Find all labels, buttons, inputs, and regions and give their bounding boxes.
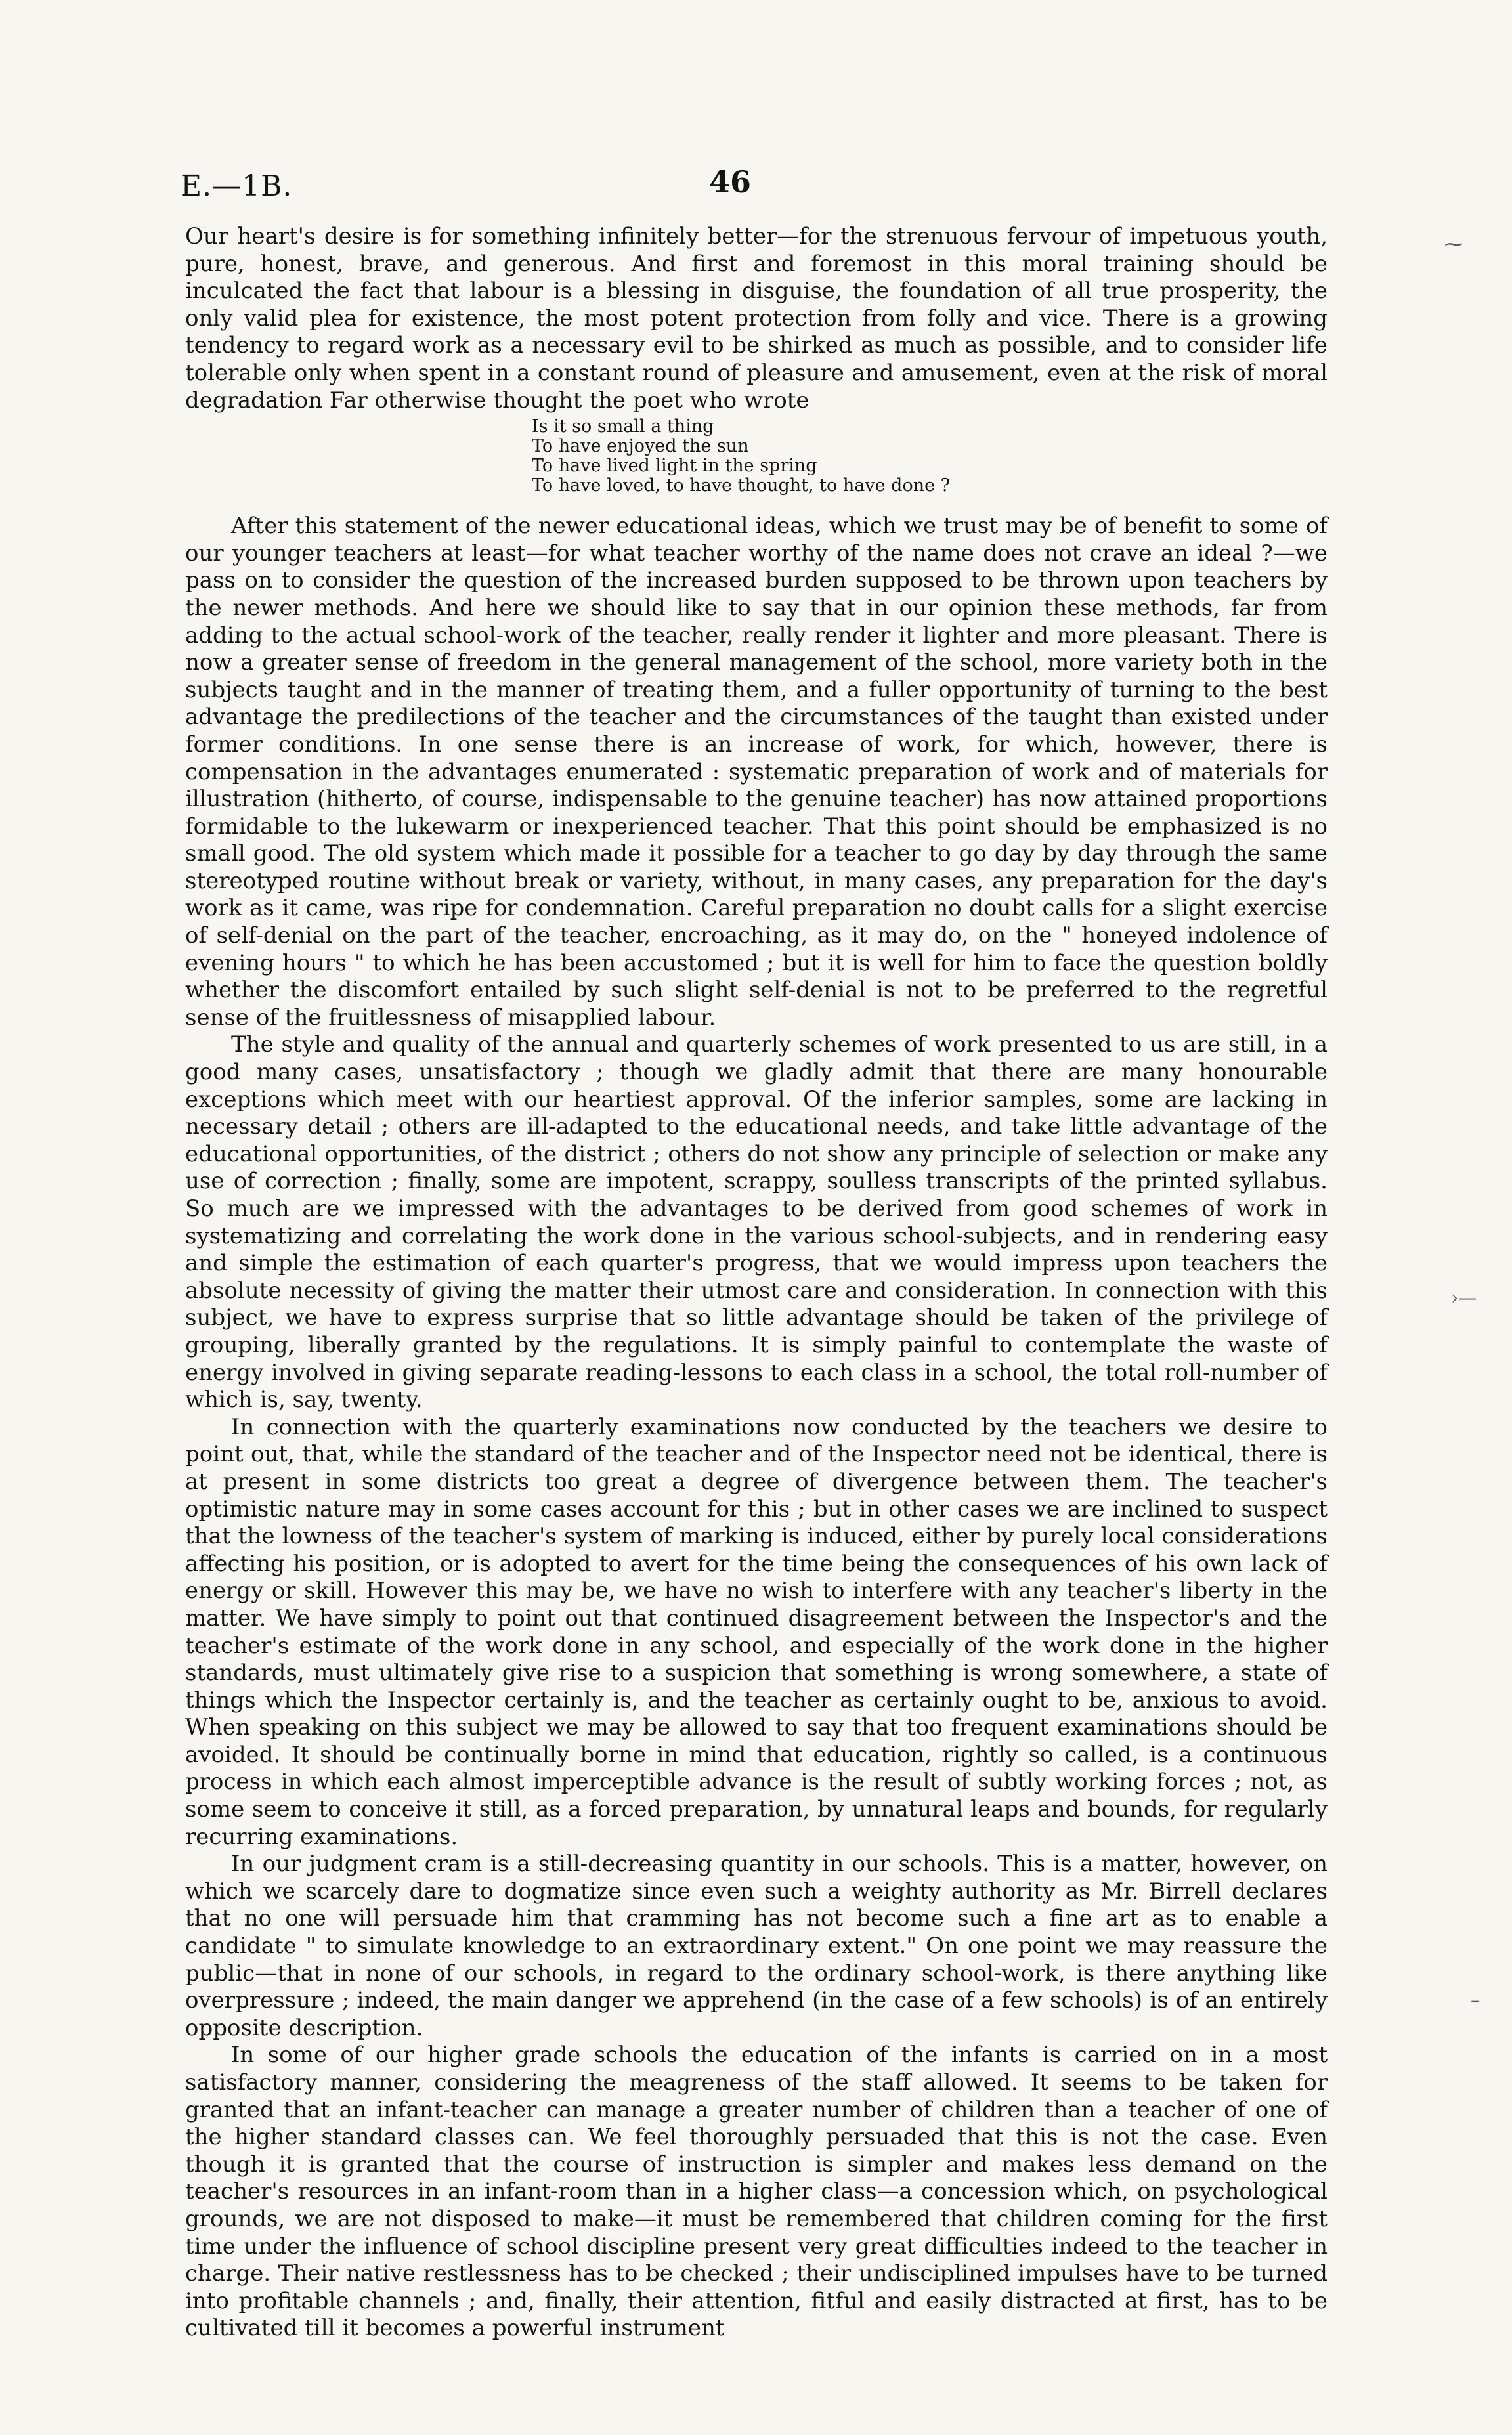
poem-line: To have enjoyed the sun [532,436,749,457]
paragraph-burden: After this statement of the newer educational ideas, which we trust may be of benefit to some of our younger teachers at least—for what teacher worthy of the name does not crave an ideal ?—we pass on to consider the question of the increased burden supposed to be thrown upon teachers by the newer methods. And here we should like to say that in our opinion these methods, far from adding to the actual school-work of the teacher, really render it lighter and more pleasant. There is now a greater sense of freedom in the general management of the school, more variety both in the subjects taught and in the manner of treating them, and a fuller opportunity of turning to the best advantage the predilections of the teacher and the circumstances of the taught than existed under former conditions. In one sense there is an increase of work, for which, however, there is compensation in the advantages enumerated : systematic preparation of work and of materials for illustration (hitherto, of course, indispensable to the genuine teacher) has now attained proportions formidable to the lukewarm or inexperienced teacher. That this point should be emphasized is no small good. The old system which made it possible for a teacher to go day by day through the same stereotyped routine without break or variety, without, in many cases, any preparation for the day's work as it came, was ripe for condemnation. Careful preparation no doubt calls for a slight exercise of self-denial on the part of the teacher, encroaching, as it may do, on the " honeyed indolence of evening hours " to which he has been accustomed ; but it is well for him to face the question boldly whether the discomfort entailed by such slight self-denial is not to be preferred to the regretful sense of the fruitlessness of misapplied labour. [185,513,1328,1031]
paragraph-infants: In some of our higher grade schools the education of the infants is carried on in a most satisfactory manner, considering the meagreness of the staff allowed. It seems to be taken for granted that an infant-teacher can manage a greater number of children than a teacher of one of the higher standard classes can. We feel thoroughly persuaded that this is not the case. Even though it is granted that the course of instruction is simpler and makes less demand on the teacher's resources in an infant-room than in a higher class—a concession which, on psychological grounds, we are not disposed to make—it must be remembered that children coming for the first time under the influence of school discipline present very great difficulties indeed to the teacher in charge. Their native restlessness has to be checked ; their undisciplined impulses have to be turned into profitable channels ; and, finally, their attention, fitful and easily distracted at first, has to be cultivated till it becomes a powerful instrument [185,2042,1328,2342]
paragraph-examinations: In connection with the quarterly examinations now conducted by the teachers we desire to point out, that, while the standard of the teacher and of the Inspector need not be identical, there is at present in some districts too great a degree of divergence between them. The teacher's optimistic nature may in some cases account for this ; but in other cases we are inclined to suspect that the lowness of the teacher's system of marking is induced, either by purely local considerations affecting his position, or is adopted to avert for the time being the consequences of his own lack of energy or skill. However this may be, we have no wish to interfere with any teacher's liberty in the matter. We have simply to point out that continued disagreement between the Inspector's and the teacher's estimate of the work done in any school, and especially of the work done in the higher standards, must ultimately give rise to a suspicion that something is wrong somewhere, a state of things which the Inspector certainly is, and the teacher as certainly ought to be, anxious to avoid. When speaking on this subject we may be allowed to say that too frequent examinations should be avoided. It should be continually borne in mind that education, rightly so called, is a continuous process in which each almost imperceptible advance is the result of subtly working forces ; not, as some seem to conceive it still, as a forced preparation, by unnatural leaps and bounds, for regularly recurring examinations. [185,1413,1328,1850]
poem-quote [532,417,1328,496]
poem-line: Is it so small a thing [532,416,714,437]
margin-mark: ⁓ [1444,233,1463,255]
opening-paragraph: Our heart's desire is for something infinitely better—for the strenuous fervour of impetuous youth, pure, honest, brave, and generous. And first and foremost in this moral training should be inculcated the fact that labour is a blessing in disguise, the foundation of all true prosperity, the only valid plea for existence, the most potent protection from folly and vice. There is a growing tendency to regard work as a necessary evil to be shirked as much as possible, and to consider life tolerable only when spent in a constant round of pleasure and amusement, even at the risk of moral degradation Far otherwise thought the poet who wrote [185,223,1328,414]
poem-line: To have lived light in the spring [532,456,817,477]
page-number: 46 [709,164,752,200]
paragraph-cram: In our judgment cram is a still-decreasing quantity in our schools. This is a matter, however, on which we scarcely dare to dogmatize since even such a weighty authority as Mr. Birrell declares that no one will persuade him that cramming has not become such a fine art as to enable a candidate " to simulate knowledge to an extraordinary extent." On one point we may reassure the public—that in none of our schools, in regard to the ordinary school-work, is there anything like overpressure ; indeed, the main danger we apprehend (in the case of a few schools) is of an entirely opposite description. [185,1851,1328,2041]
body-text [185,223,1328,2342]
report-reference: E.—1B. [181,169,293,203]
margin-mark: ›— [1451,1287,1477,1308]
paragraph-schemes: The style and quality of the annual and quarterly schemes of work presented to us are still, in a good many cases, unsatisfactory ; though we gladly admit that there are many honourable exceptions which meet with our heartiest approval. Of the inferior samples, some are lacking in necessary detail ; others are ill-adapted to the educational needs, and take little advantage of the educational opportunities, of the district ; others do not show any principle of selection or make any use of correction ; finally, some are impotent, scrappy, soulless transcripts of the printed syllabus. So much are we impressed with the advantages to be derived from good schemes of work in systematizing and correlating the work done in the various school-subjects, and in rendering easy and simple the estimation of each quarter's progress, that we would impress upon teachers the absolute necessity of giving the matter their utmost care and consideration. In connection with this subject, we have to express surprise that so little advantage should be taken of the privilege of grouping, liberally granted by the regulations. It is simply painful to contemplate the waste of energy involved in giving separate reading-lessons to each class in a school, the total roll-number of which is, say, twenty. [185,1031,1328,1413]
poem-line: To have loved, to have thought, to have done ? [532,475,951,496]
margin-mark: – [1471,1989,1480,2011]
